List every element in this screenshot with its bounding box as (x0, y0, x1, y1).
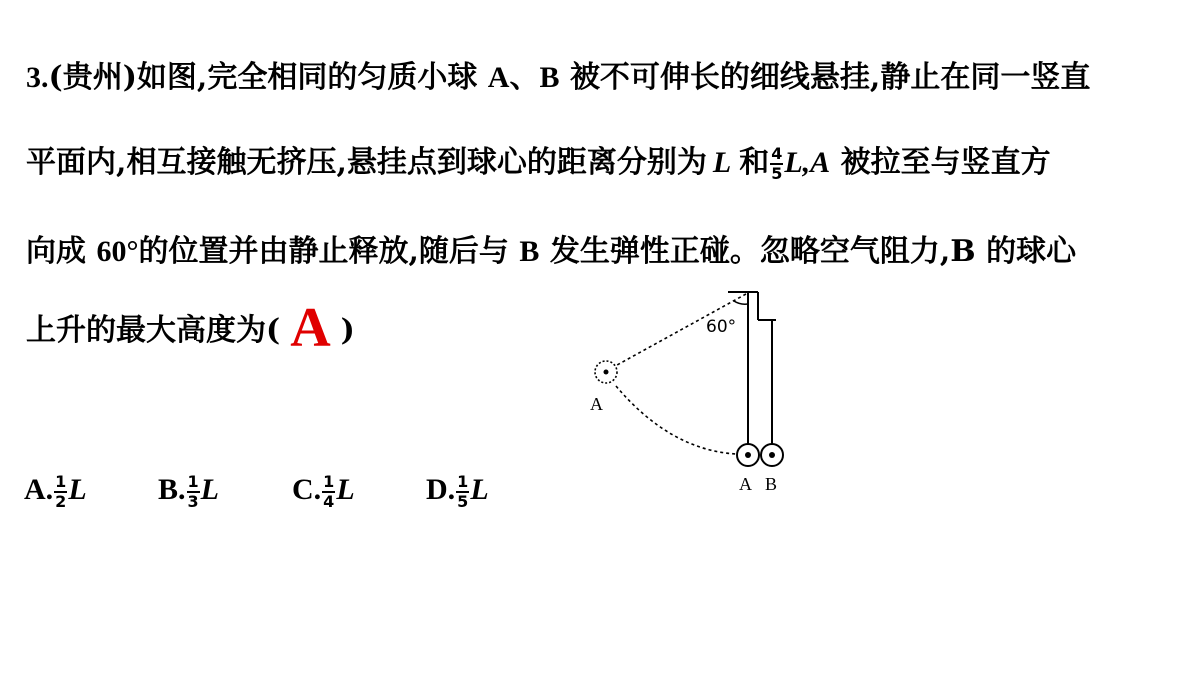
length-symbol: L (68, 473, 87, 506)
question-source: (贵州) (48, 60, 137, 95)
answer-mark: A (290, 297, 331, 359)
fraction-numerator: 1 (187, 472, 199, 492)
question-line-3 (26, 232, 1076, 272)
option-b[interactable] (158, 460, 219, 520)
ball-a-start-center (604, 370, 609, 375)
ball-b-center (769, 452, 775, 458)
question-text: ) (340, 313, 355, 348)
fraction-denominator: 3 (187, 492, 199, 512)
length-symbol: L,A (784, 146, 831, 179)
swing-arc (616, 386, 736, 454)
option-fraction (322, 474, 335, 510)
question-line-1 (26, 58, 1090, 98)
length-symbol: L (712, 146, 732, 179)
fraction-four-fifths (770, 146, 783, 182)
ball-b-label: B (519, 235, 540, 268)
fraction-denominator: 2 (55, 492, 67, 512)
question-text: 如图,完全相同的匀质小球 (136, 60, 478, 95)
fraction-numerator: 1 (457, 472, 469, 492)
question-text: 被拉至与竖直方 (840, 145, 1051, 180)
label-ball-a: A (739, 474, 752, 494)
option-fraction (187, 474, 200, 510)
option-letter: D. (426, 473, 456, 506)
angle-value: 60° (96, 235, 139, 268)
pendulum-diagram (580, 280, 810, 500)
length-symbol: L (470, 473, 489, 506)
option-letter: B. (158, 473, 186, 506)
label-ball-b: B (765, 474, 778, 494)
question-text: 向成 (26, 234, 86, 269)
fraction-numerator: 1 (323, 472, 335, 492)
fraction-denominator: 4 (323, 492, 335, 512)
option-c[interactable] (292, 460, 355, 520)
label-ball-a-start: A (590, 394, 603, 414)
fraction-denominator: 5 (457, 492, 469, 512)
fraction-numerator: 4 (771, 144, 783, 163)
option-d[interactable] (426, 460, 489, 520)
angle-arc (734, 301, 748, 304)
option-letter: C. (292, 473, 322, 506)
question-number: 3. (26, 61, 49, 94)
question-line-4 (26, 297, 355, 359)
option-letter: A. (24, 473, 54, 506)
question-text: 和 (739, 145, 770, 180)
option-fraction (456, 474, 469, 510)
option-fraction (54, 474, 67, 510)
length-symbol: L (336, 473, 355, 506)
fraction-numerator: 1 (55, 472, 67, 492)
angle-label: 60° (706, 317, 737, 337)
question-text: 上升的最大高度为( (26, 313, 281, 348)
option-a[interactable] (24, 460, 87, 520)
ball-a-center (745, 452, 751, 458)
question-text: 的球心 (986, 234, 1077, 269)
question-text: 被不可伸长的细线悬挂,静止在同一竖直 (569, 60, 1091, 95)
question-text: 平面内,相互接触无挤压,悬挂点到球心的距离分别为 (26, 145, 707, 180)
question-text: 的位置并由静止释放,随后与 (138, 234, 509, 269)
question-line-2 (26, 143, 1051, 183)
length-symbol: L (200, 473, 219, 506)
balls-label: A、B (487, 61, 560, 94)
question-text: 发生弹性正碰。忽略空气阻力,B (549, 234, 976, 269)
fraction-denominator: 5 (771, 164, 783, 183)
